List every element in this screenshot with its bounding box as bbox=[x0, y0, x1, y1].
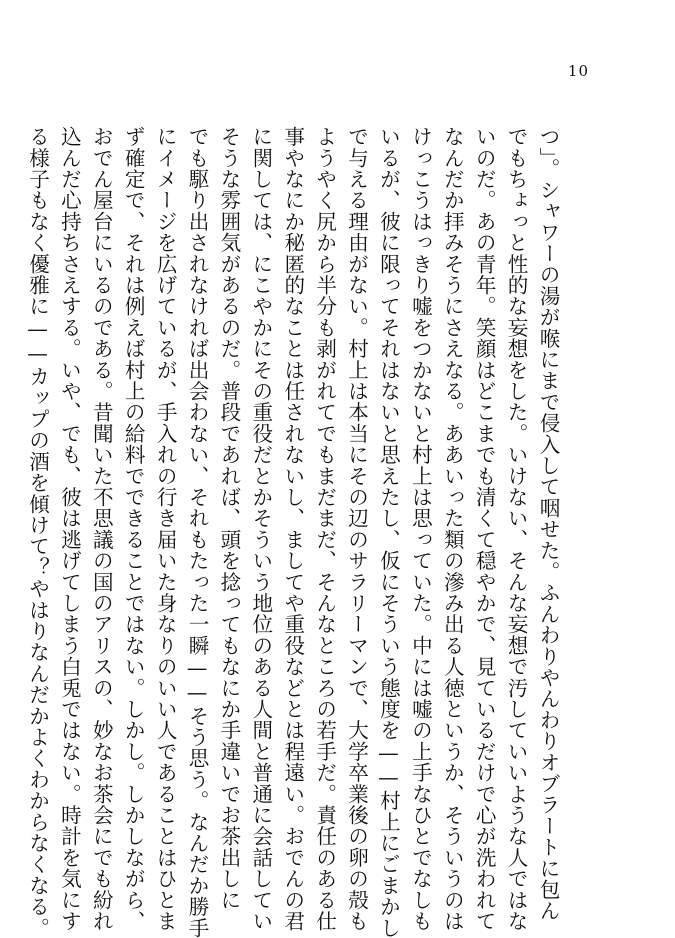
text-line: いるが、彼に限ってそれはないと思えたし、仮にそういう態度を——村上にごまかし bbox=[376, 126, 401, 938]
text-line: にイメージを広げているが、手入れの行き届いた身なりのいい人であることはひとま bbox=[153, 126, 178, 932]
text-line: 込んだ心持ちさえする。いや、でも、彼は逃げてしまう白兎ではない。時計を気にす bbox=[57, 126, 82, 932]
text-line: ず確定で、それは例えば村上の給料でできることではない。しかし。しかしながら、 bbox=[121, 126, 146, 932]
text-line: ようやく尻から半分も剥がれてでもまだまだ、そんなところの若手だ。責任のある仕 bbox=[312, 126, 337, 932]
text-line: に関しては、にこやかにその重役だとかそういう地位のある人間と普通に会話してい bbox=[248, 126, 273, 932]
page-number: 10 bbox=[567, 62, 589, 80]
text-line: けっこうはっきり嘘をつかないと村上は思っていた。中には嘘の上手なひとでなしも bbox=[408, 126, 433, 932]
text-line: でもちょっと性的な妄想をした。いけない、そんな妄想で汚していいような人ではな bbox=[504, 126, 529, 932]
text-line: そうな雰囲気があるのだ。普段であれば、頭を捻ってもなにか手違いでお茶出しに bbox=[216, 126, 241, 911]
text-line: る様子もなく優雅に——カップの酒を傾けて？やはりなんだかよくわからなくなる。 bbox=[25, 126, 50, 938]
vertical-body-text bbox=[25, 126, 563, 938]
text-line: でも駆り出されなければ出会わない、それもたった一瞬——そう思う。なんだか勝手 bbox=[185, 126, 210, 938]
text-line: いのだ。あの青年。笑顔はどこまでも清くて穏やかで、見ているだけで心が洗われて bbox=[472, 126, 497, 932]
text-line: で与える理由がない。村上は本当にその辺のサラリーマンで、大学卒業後の卵の殻も bbox=[344, 126, 369, 932]
text-line: なんだか拝みそうにさえなる。ああいった類の滲み出る人徳というか、そういうのは bbox=[440, 126, 465, 932]
text-line: 事やなにか秘匿的なことは任されないし、ましてや重役などとは程遠い。おでんの君 bbox=[280, 126, 305, 932]
text-line: おでん屋台にいるのである。昔聞いた不思議の国のアリスの、妙なお茶会にでも紛れ bbox=[89, 126, 114, 932]
text-line: つ」。シャワーの湯が喉にまで侵入して咽せた。ふんわりやんわりオブラートに包ん bbox=[536, 126, 560, 922]
